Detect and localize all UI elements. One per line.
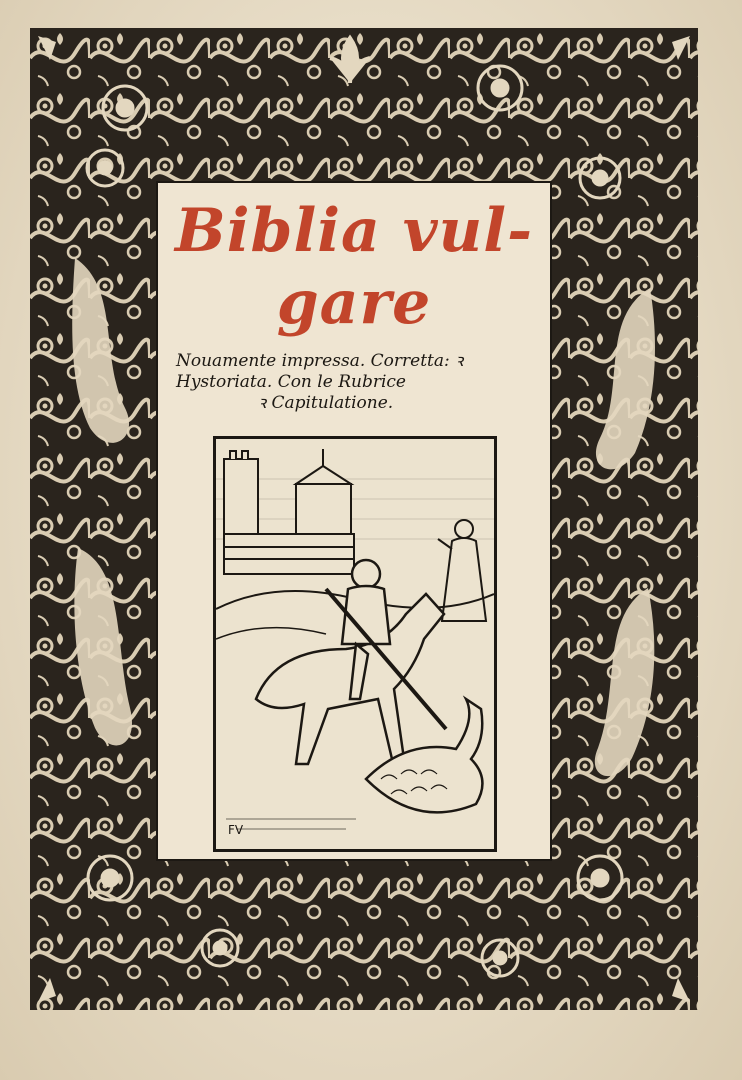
title-text-1: Biblia vul (175, 196, 508, 266)
title-line-2: gare (276, 268, 432, 338)
subtitle-line-1: Nouamente impressa. Corretta: ꝛ (176, 351, 464, 371)
title-hyphen: - (507, 196, 533, 266)
subtitle-line-2: Hystoriata. Con le Rubrice (176, 372, 406, 392)
woodcut-illustration (216, 439, 494, 849)
subtitle-line-3: ꝛ Capitulatione. (258, 393, 394, 413)
title-line-1 (158, 196, 550, 266)
woodcut-initials: FV (228, 823, 244, 837)
title-panel (158, 183, 550, 859)
knight-slaying-dragon-icon (216, 439, 494, 849)
